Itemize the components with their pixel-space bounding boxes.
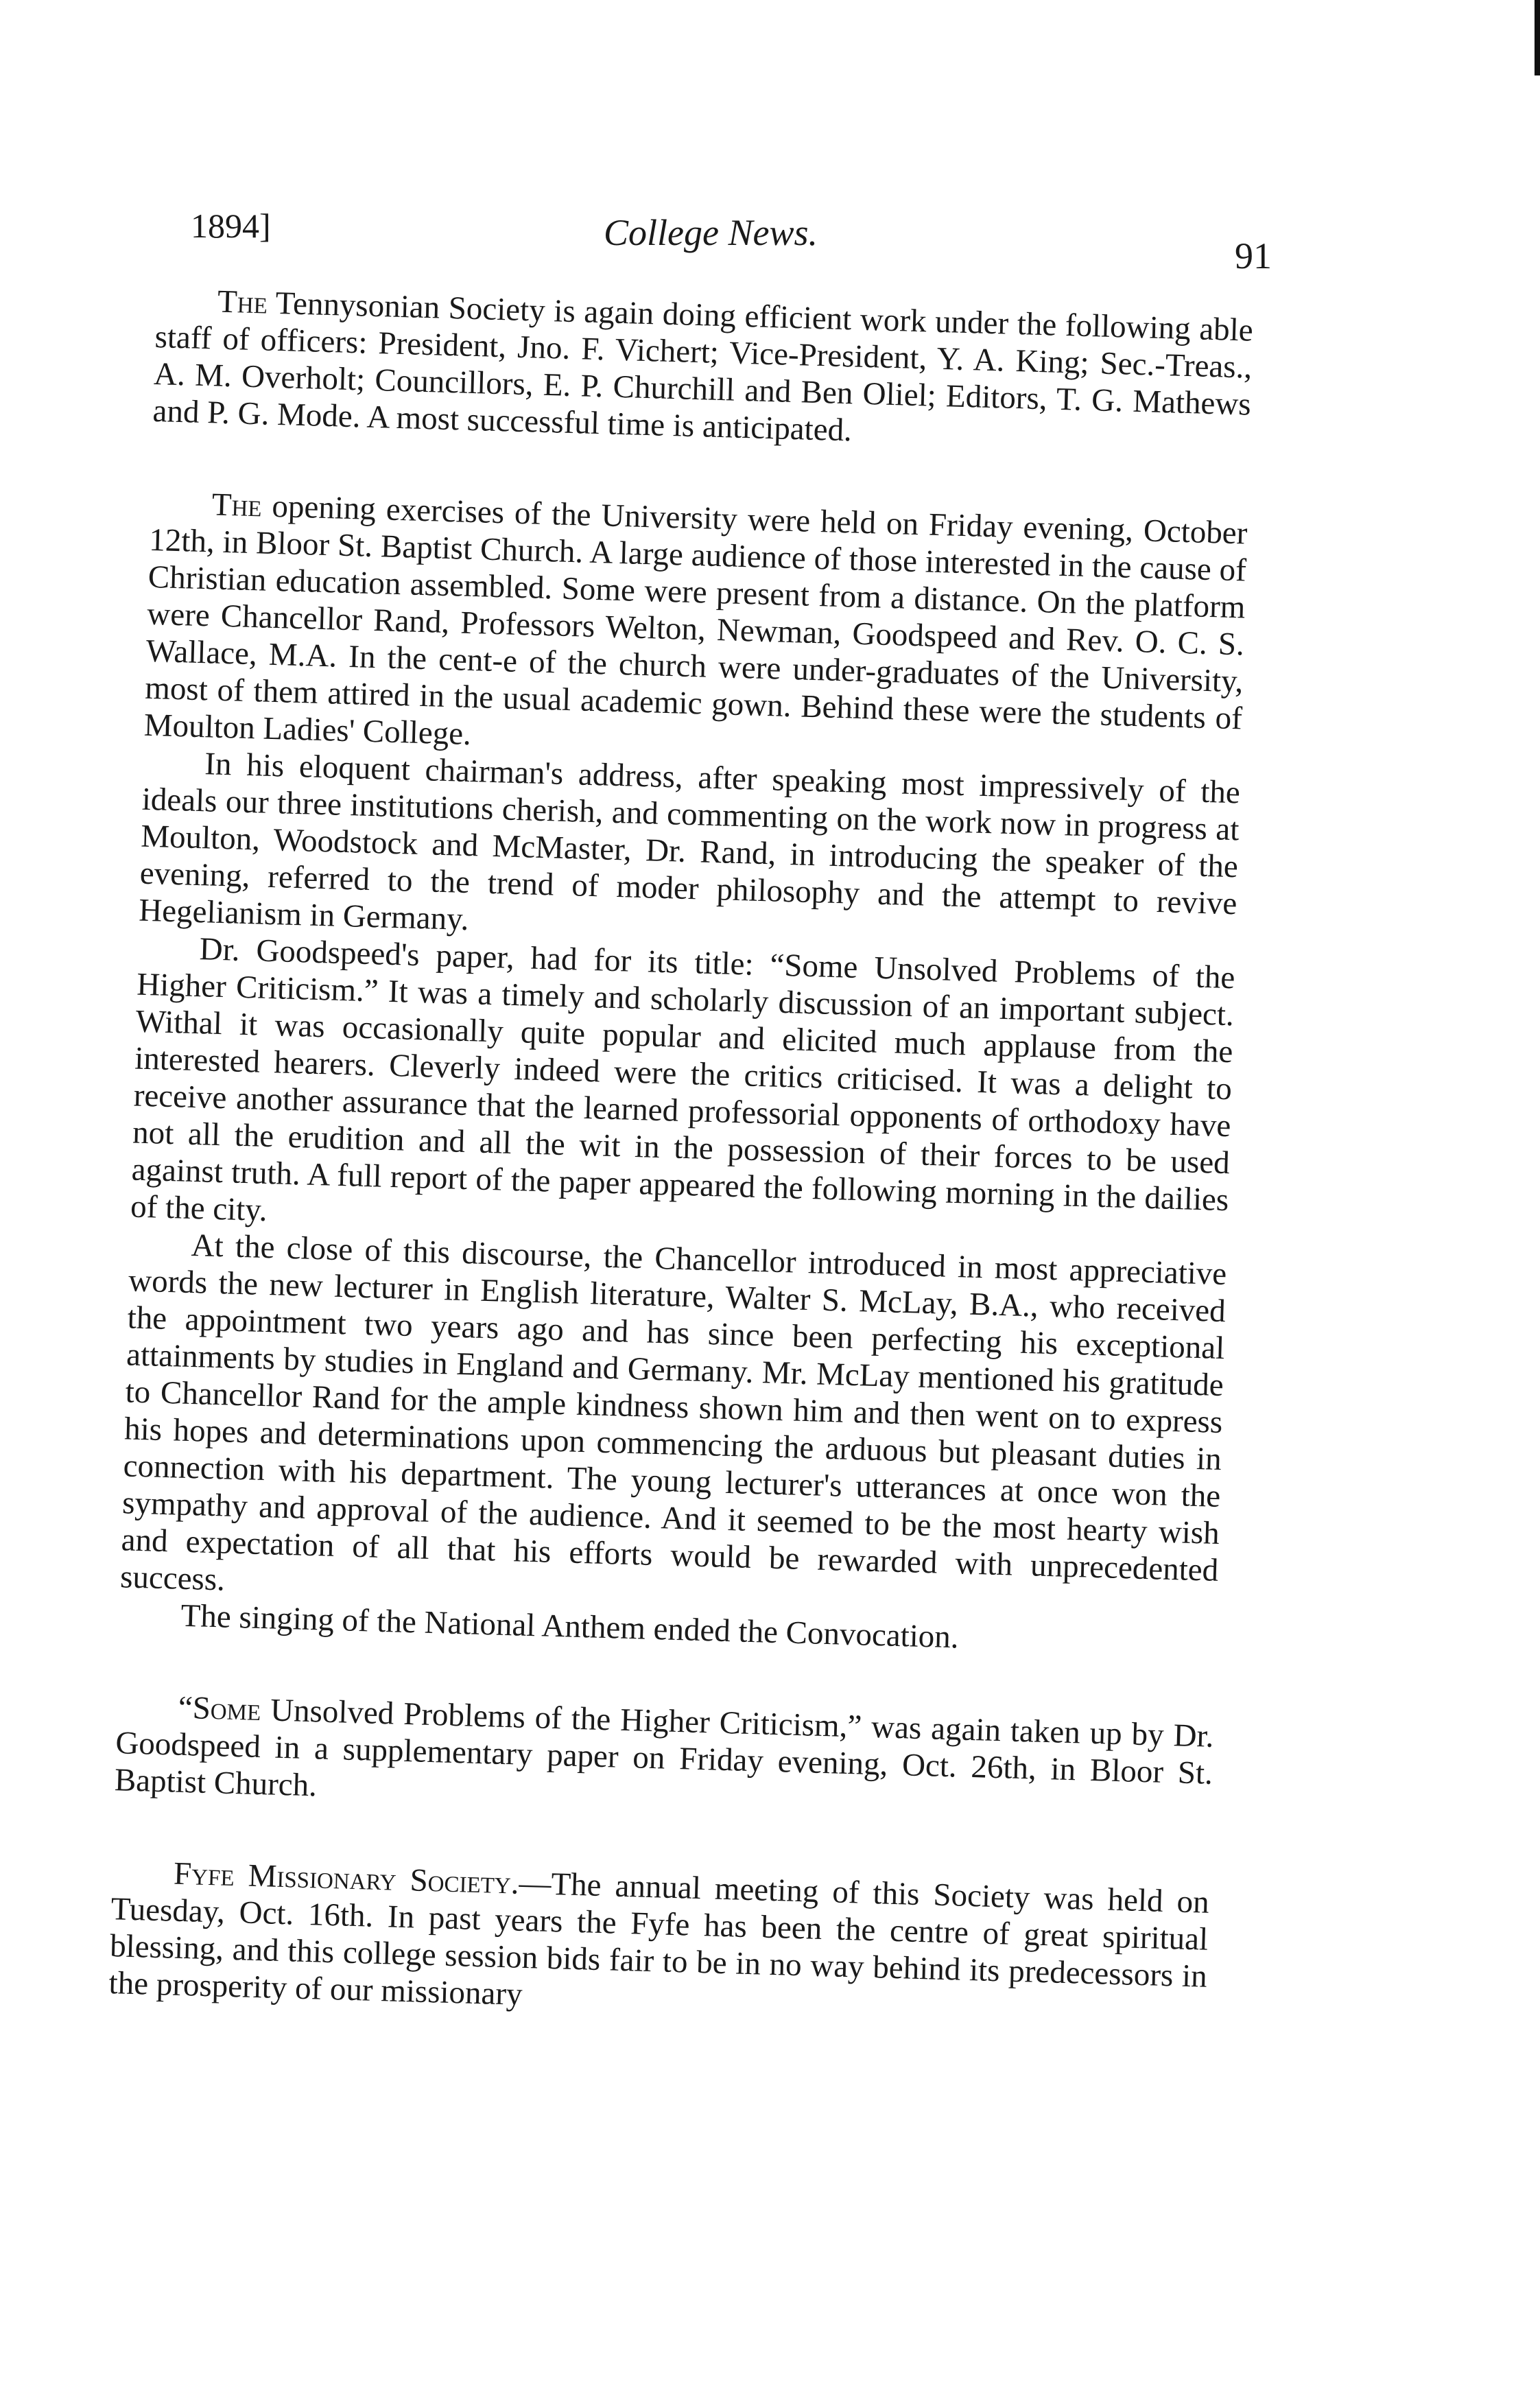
- page-edge-mark: [1535, 0, 1540, 75]
- paragraph-lead: The: [211, 486, 263, 524]
- paragraph-lead: The: [217, 283, 268, 321]
- article-body: [108, 281, 1253, 2032]
- paragraph-chairman-address: [139, 744, 1241, 960]
- paragraph-text: The singing of the National Anthem ended the Convocation.: [180, 1597, 960, 1656]
- paragraph-text: —The annual meeting of this Society was held on Tuesday, Oct. 16th. In past years the Fyfe has been the centre of great spiritual blessing, and this college session bids fair to be in no way behind its predecessors in the prosperity of our missionary: [108, 1865, 1210, 2012]
- paragraph-lead: “Some: [178, 1689, 261, 1728]
- paragraph-text: At the close of this discourse, the Chancellor introduced in most appreciative words the new lecturer in English literature, Walter S. McLay, B.A., who received the appointment two years ago and has since been perfecting his exceptional attainments by studies in England and Germany. Mr. McLay mentioned his gratitude to Chancellor Rand for the ample kindness shown him and then went on to express his hopes and determinations upon commencing the arduous but pleasant duties in connection with his department. The young lecturer's utterances at once won the sympathy and approval of the audience. And it seemed to be the most hearty wish and expectation of all that his efforts would be rewarded with unprecedented success.: [119, 1227, 1227, 1598]
- paragraph-text: Dr. Goodspeed's paper, had for its title: “Some Unsolved Problems of the Higher Criticism.” It was a timely and scholarly discussion of an important subject. Withal it was occasionally quite popular and elicited much applause from the interested hearers. Cleverly indeed were the critics criticised. It was a delight to receive another assurance that the learned professorial opponents of orthodoxy have not all the erudition and all the wit in the possession of their forces to be used against truth. A full report of the paper appeared the following morning in the dailies of the city.: [130, 931, 1235, 1229]
- page-header: [171, 206, 1276, 277]
- volume-year: 1894]: [191, 207, 271, 245]
- paragraph-new-lecturer: [120, 1225, 1227, 1625]
- paragraph-lead: Fyfe Missionary Society.: [173, 1855, 520, 1901]
- paragraph-tennysonian-society: [152, 281, 1253, 460]
- paragraph-text: Tennysonian Society is again doing efficient work under the following able staff of officers: President, Jno. F. Vichert; Vice-President, Y. A. King; Sec.-Treas., A. M. Overholt; Councillors, E. P. Churchill and Ben Oliel; Editors, T. G. Mathews and P. G. Mode. A most successful time is anticipated.: [152, 285, 1254, 449]
- paragraph-unsolved-problems: [114, 1687, 1214, 1829]
- paragraph-text: In his eloquent chairman's address, after speaking most impressively of the ideals our three institutions cherish, and commenting on the work now in progress at Moulton, Woodstock and McMaster, Dr. Rand, in introducing the speaker of the evening, referred to the trend of moder philosophy and the attempt to revive Hegelianism in Germany.: [138, 746, 1241, 938]
- running-title: College News.: [604, 212, 818, 253]
- paragraph-text: Unsolved Problems of the Higher Criticism,” was again taken up by Dr. Goodspeed in a supplementary paper on Friday evening, Oct. 26th, in Bloor St. Baptist Church.: [114, 1692, 1215, 1804]
- paragraph-opening-exercises: [143, 484, 1248, 775]
- paragraph-fyfe-missionary-society: [108, 1853, 1209, 2032]
- paragraph-text: opening exercises of the University were held on Friday evening, October 12th, in Bloor St. Baptist Church. A large audience of those interested in the cause of Christian education assembled. Some were present from a distance. On the platform were Chancellor Rand, Professors Welton, Newman, Goodspeed and Rev. O. C. S. Wallace, M.A. In the cent-e of the church were under-graduates of the University, most of them attired in the usual academic gown. Behind these were the students of Moulton Ladies' College.: [143, 488, 1248, 753]
- page-number: 91: [1235, 235, 1272, 277]
- paragraph-goodspeed-paper: [130, 929, 1235, 1256]
